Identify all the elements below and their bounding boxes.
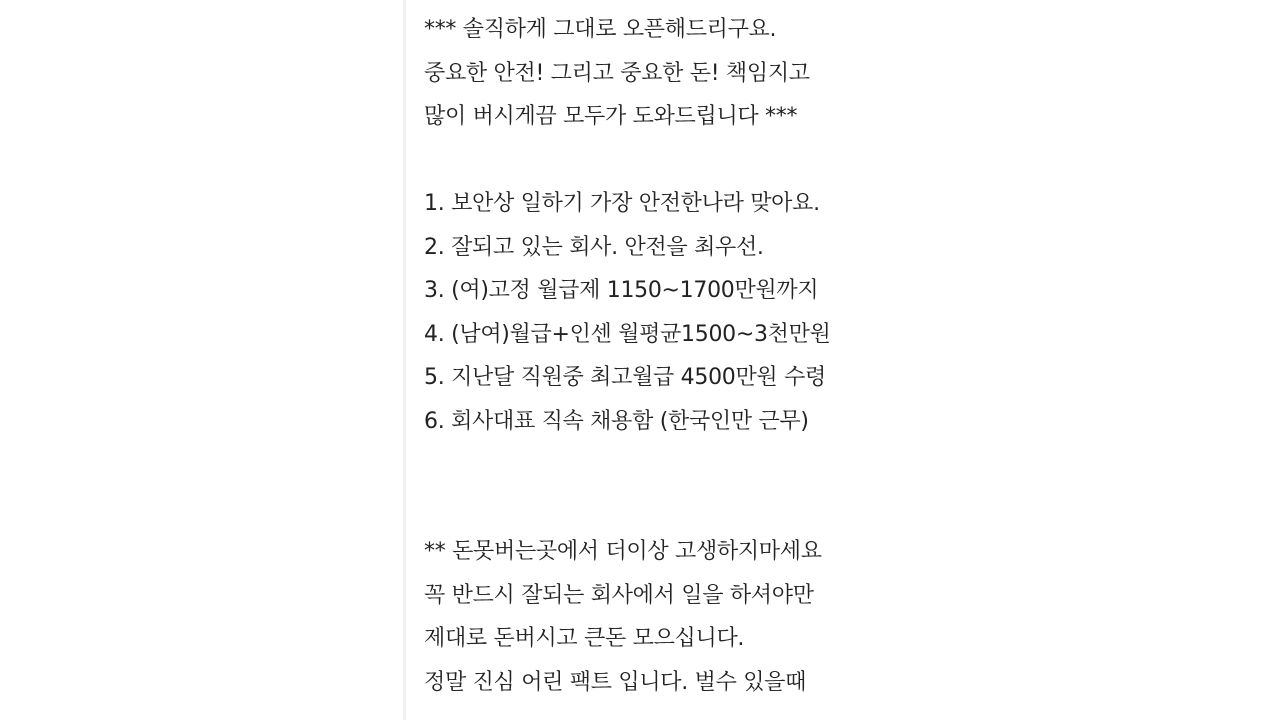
closing-line-4: 정말 진심 어린 팩트 입니다. 벌수 있을때 bbox=[424, 669, 807, 695]
intro-line-2: 중요한 안전! 그리고 중요한 돈! 책임지고 bbox=[424, 60, 810, 86]
intro-line-3: 많이 버시게끔 모두가 도와드립니다 *** bbox=[424, 104, 798, 129]
list-item-5: 5. 지난달 직원중 최고월급 4500만원 수령 bbox=[424, 365, 826, 390]
list-item-1: 1. 보안상 일하기 가장 안전한나라 맞아요. bbox=[424, 191, 820, 216]
closing-line-3: 제대로 돈버시고 큰돈 모으십니다. bbox=[424, 626, 745, 651]
closing-line-2: 꼭 반드시 잘되는 회사에서 일을 하셔야만 bbox=[424, 582, 814, 608]
list-item-6: 6. 회사대표 직속 채용함 (한국인만 근무) bbox=[424, 408, 809, 434]
paragraph-spacer bbox=[424, 139, 884, 183]
left-margin-divider bbox=[403, 0, 406, 720]
intro-line-1: *** 솔직하게 그대로 오픈해드리구요. bbox=[424, 17, 777, 42]
list-item-4: 4. (남여)월급+인센 월평균1500~3천만원 bbox=[424, 321, 831, 347]
closing-line-1: ** 돈못버는곳에서 더이상 고생하지마세요 bbox=[424, 539, 822, 564]
post-body bbox=[424, 8, 884, 704]
list-item-3: 3. (여)고정 월급제 1150~1700만원까지 bbox=[424, 278, 819, 303]
list-item-2: 2. 잘되고 있는 회사. 안전을 최우선. bbox=[424, 234, 764, 260]
paragraph-spacer-large bbox=[424, 443, 884, 530]
